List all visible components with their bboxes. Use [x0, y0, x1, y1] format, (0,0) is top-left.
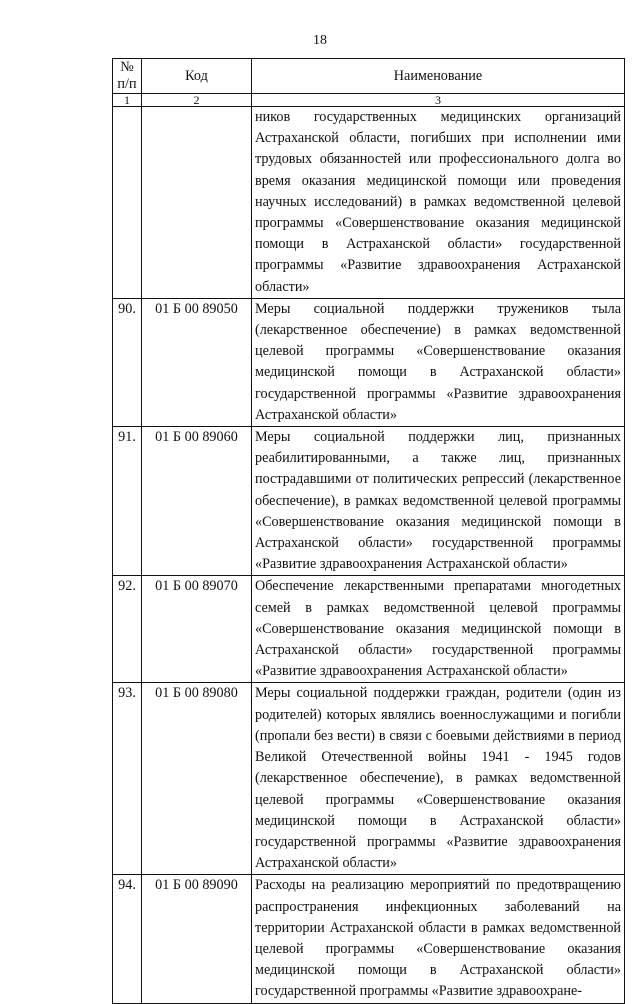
table-row	[113, 107, 625, 299]
header-code: Код	[142, 59, 252, 94]
row-num: 91.	[113, 427, 142, 576]
budget-code-table	[112, 58, 625, 1004]
row-code: 01 Б 00 89070	[142, 576, 252, 683]
row-name: Обеспечение лекарственными препаратами многодетных семей в рамках ведомственной целевой программы «Совершенствование оказания медицинской помощи в Астраханской области» государственной программы «Развитие здравоохранения Астраханской области»	[252, 576, 625, 683]
header-name: Наименование	[252, 59, 625, 94]
row-num	[113, 107, 142, 299]
row-name: ников государственных медицинских организаций Астраханской области, погибших при исполнении ими трудовых обязанностей или профессионального долга во время оказания медицинской помощи или проведения научных исследований) в рамках ведомственной целевой программы «Совершенствование оказания медицинской помощи в Астраханской области» государственной программы «Развитие здравоохранения Астраханской области»	[252, 107, 625, 299]
row-num: 93.	[113, 683, 142, 875]
table-row	[113, 875, 625, 1003]
column-index-2: 2	[142, 94, 252, 107]
row-name: Расходы на реализацию мероприятий по предотвращению распространения инфекционных заболеваний на территории Астраханской области в рамках ведомственной целевой программы «Совершенствование оказания медицинской помощи в Астраханской области» государственной программы «Развитие здравоохране-	[252, 875, 625, 1003]
table-row	[113, 683, 625, 875]
page-number: 18	[313, 33, 327, 48]
row-num: 94.	[113, 875, 142, 1003]
row-name: Меры социальной поддержки тружеников тыла (лекарственное обеспечение) в рамках ведомственной целевой программы «Совершенствование оказания медицинской помощи в Астраханской области» государственной программы «Развитие здравоохранения Астраханской области»	[252, 298, 625, 426]
row-code: 01 Б 00 89090	[142, 875, 252, 1003]
header-num	[113, 59, 142, 94]
table-header-row	[113, 59, 625, 94]
column-index-1: 1	[113, 94, 142, 107]
row-num: 92.	[113, 576, 142, 683]
row-code: 01 Б 00 89050	[142, 298, 252, 426]
table-row	[113, 427, 625, 576]
row-name: Меры социальной поддержки граждан, родители (один из родителей) которых являлись военнослужащими и погибли (пропали без вести) в связи с боевыми действиями в период Великой Отечественной войны 1941 - 1945 годов (лекарственное обеспечение), в рамках ведомственной целевой программы «Совершенствование оказания медицинской помощи в Астраханской области» государственной программы «Развитие здравоохранения Астраханской области»	[252, 683, 625, 875]
row-code: 01 Б 00 89080	[142, 683, 252, 875]
header-num-line2: п/п	[117, 76, 137, 92]
row-code	[142, 107, 252, 299]
header-num-line1: №	[120, 59, 134, 75]
row-num: 90.	[113, 298, 142, 426]
column-index-3: 3	[252, 94, 625, 107]
column-index-row	[113, 94, 625, 107]
table-row	[113, 576, 625, 683]
row-code: 01 Б 00 89060	[142, 427, 252, 576]
table-row	[113, 298, 625, 426]
row-name: Меры социальной поддержки лиц, признанных реабилитированными, а также лиц, признанных пострадавшими от политических репрессий (лекарственное обеспечение), в рамках ведомственной целевой программы «Совершенствование оказания медицинской помощи в Астраханской области» государственной программы «Развитие здравоохранения Астраханской области»	[252, 427, 625, 576]
